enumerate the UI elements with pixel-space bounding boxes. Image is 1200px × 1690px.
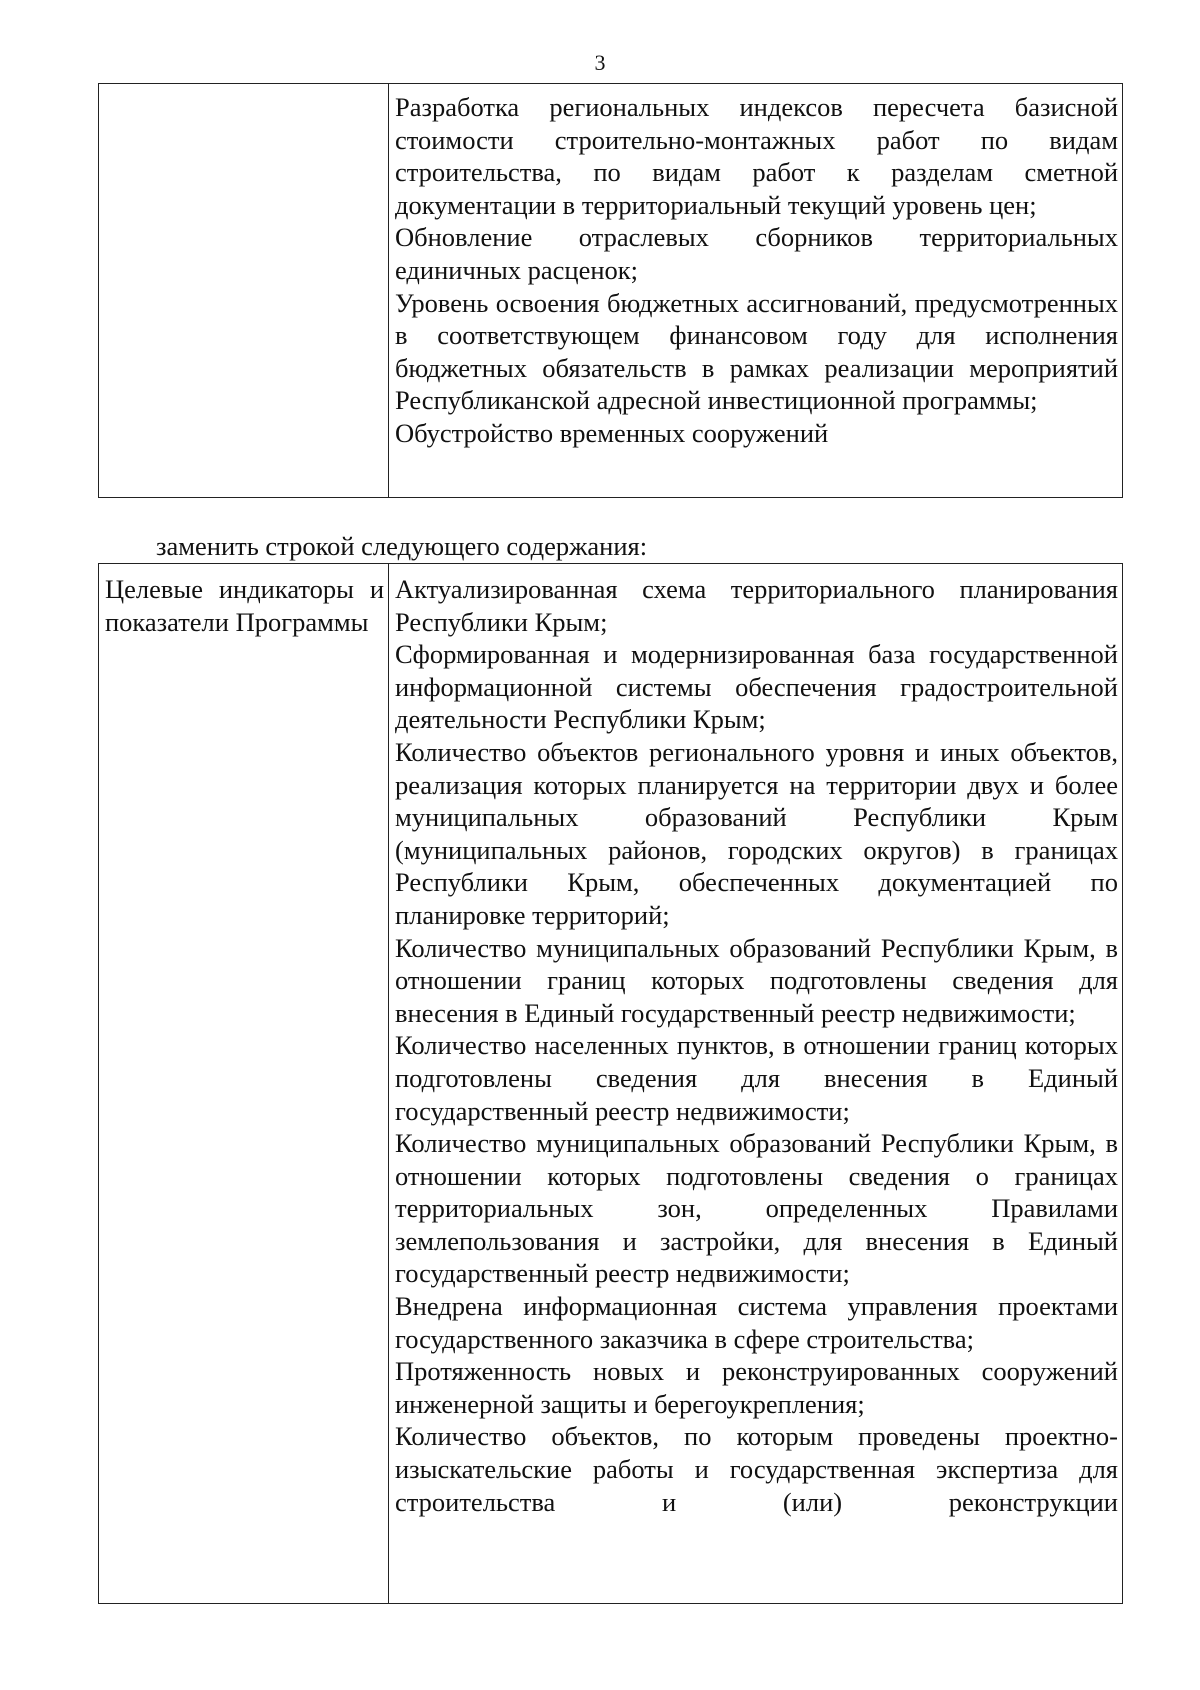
list-item: Количество объектов, по которым проведены проектно-изыскательские работы и государственная экспертиза для строительства и (или) реконструкции bbox=[395, 1421, 1118, 1517]
table-row bbox=[99, 84, 1123, 498]
row-label: Целевые индикаторы и показатели Программы bbox=[105, 574, 384, 637]
list-item: Количество муниципальных образований Республики Крым, в отношении границ которых подготовлены сведения для внесения в Единый государственный реестр недвижимости; bbox=[395, 932, 1118, 1028]
list-item: Сформированная и модернизированная база государственной информационной системы обеспечения градостроительной деятельности Республики Крым; bbox=[395, 639, 1118, 735]
list-item: Актуализированная схема территориального планирования Республики Крым; bbox=[395, 574, 1118, 637]
page-number: 3 bbox=[594, 50, 606, 75]
table-cell-left bbox=[99, 84, 389, 498]
table-cell-right bbox=[389, 564, 1123, 1604]
list-item: Количество муниципальных образований Республики Крым, в отношении которых подготовлены сведения о границах территориальных зон, определенных Правилами землепользования и застройки, для внесения в Единый государственный реестр недвижимости; bbox=[395, 1128, 1118, 1289]
list-item: Количество объектов регионального уровня и иных объектов, реализация которых планируется на территории двух и более муниципальных образований Республики Крым (муниципальных районов, городских округов) в границах Республики Крым, обеспеченных документацией по планировке территорий; bbox=[395, 736, 1118, 930]
list-item: Уровень освоения бюджетных ассигнований, предусмотренных в соответствующем финансовом году для исполнения бюджетных обязательств в рамках реализации мероприятий Республиканской адресной инвестиционной программы; bbox=[395, 287, 1118, 416]
indicators-table-old bbox=[98, 83, 1123, 498]
list-item: Внедрена информационная система управления проектами государственного заказчика в сфере строительства; bbox=[395, 1291, 1118, 1354]
list-item: Разработка региональных индексов пересчета базисной стоимости строительно-монтажных работ по видам строительства, по видам работ к разделам сметной документации в территориальный текущий уровень цен; bbox=[395, 92, 1118, 220]
list-item: Количество населенных пунктов, в отношении границ которых подготовлены сведения для внесения в Единый государственный реестр недвижимости; bbox=[395, 1030, 1118, 1126]
replacement-instruction: заменить строкой следующего содержания: bbox=[156, 531, 648, 561]
list-item: Обустройство временных сооружений bbox=[395, 417, 829, 448]
indicators-table-new bbox=[98, 563, 1123, 1604]
table-cell-left bbox=[99, 564, 389, 1604]
table-cell-right bbox=[389, 84, 1123, 498]
table-row bbox=[99, 564, 1123, 1604]
list-item: Протяженность новых и реконструированных сооружений инженерной защиты и берегоукрепления; bbox=[395, 1356, 1118, 1419]
list-item: Обновление отраслевых сборников территориальных единичных расценок; bbox=[395, 222, 1118, 285]
